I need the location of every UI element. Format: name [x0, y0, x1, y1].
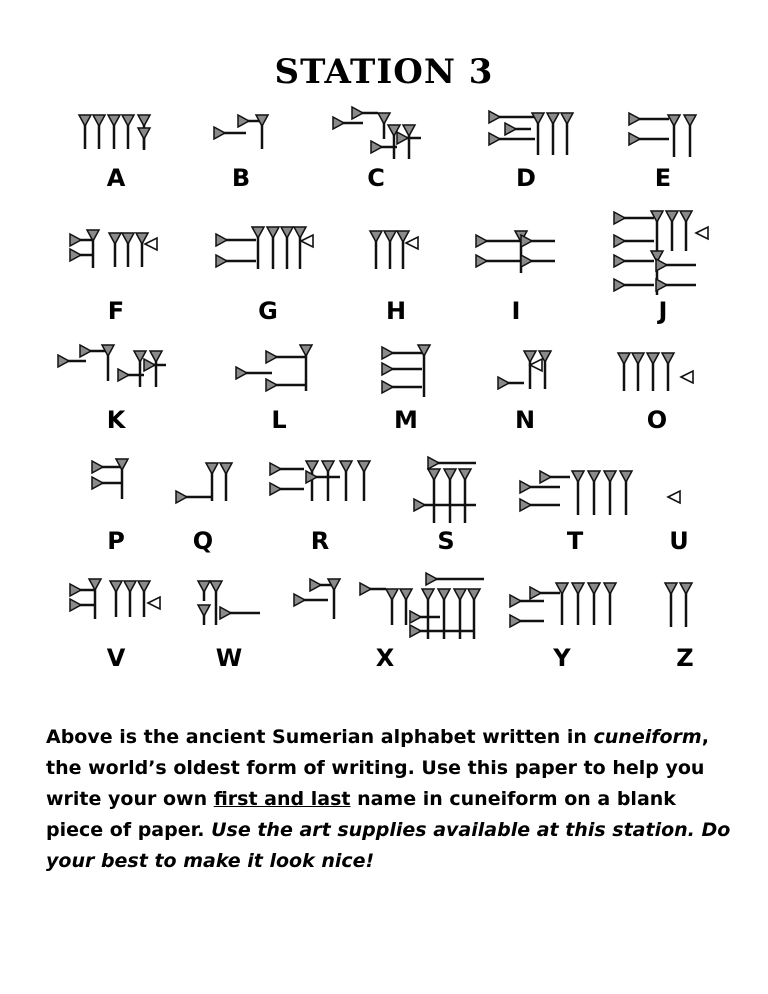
letter-k: K [106, 406, 126, 434]
letter-v: V [106, 644, 126, 672]
corner-wedge [406, 237, 418, 249]
page-title: STATION 3 [274, 52, 494, 92]
letter-b: B [231, 164, 251, 192]
corner-wedge [696, 227, 708, 239]
letter-d: D [516, 164, 536, 192]
letter-r: R [310, 527, 330, 555]
letter-w: W [215, 644, 243, 672]
letter-q: Q [192, 527, 214, 555]
instructions-underlined: first and last [213, 788, 351, 810]
letter-n: N [514, 406, 536, 434]
letter-p: P [107, 527, 125, 555]
instructions-text-1: Above is the ancient Sumerian alphabet written in [46, 726, 594, 748]
letter-m: M [394, 406, 418, 434]
corner-wedge [668, 491, 680, 503]
letter-c: C [367, 164, 385, 192]
letter-x: X [375, 644, 395, 672]
instructions-italic-ending: Use the art supplies available at this station. Do your best to make it look nice! [46, 819, 731, 872]
corner-wedge [301, 235, 313, 247]
letter-t: T [566, 527, 584, 555]
corner-wedge [681, 371, 693, 383]
letter-s: S [437, 527, 455, 555]
instructions-text-2: , the world’s oldest form of writing. Use this paper to help you write your own [46, 726, 709, 810]
letter-y: Y [553, 644, 571, 672]
letter-e: E [654, 164, 672, 192]
corner-wedge [148, 597, 160, 609]
letter-h: H [385, 297, 407, 325]
letter-a: A [106, 164, 126, 192]
letter-o: O [646, 406, 668, 434]
instructions-emphasis-cuneiform: cuneiform [593, 726, 702, 748]
letter-f: F [107, 297, 125, 325]
corner-wedge [145, 238, 157, 250]
letter-i: I [511, 297, 521, 325]
letter-j: J [658, 297, 668, 325]
letter-l: L [271, 406, 287, 434]
corner-wedge [530, 359, 542, 371]
letter-u: U [669, 527, 689, 555]
letter-z: Z [676, 644, 694, 672]
letter-g: G [258, 297, 278, 325]
instructions-text-3: name in cuneiform on a blank piece of paper. [46, 788, 676, 841]
instructions-paragraph [46, 722, 736, 877]
